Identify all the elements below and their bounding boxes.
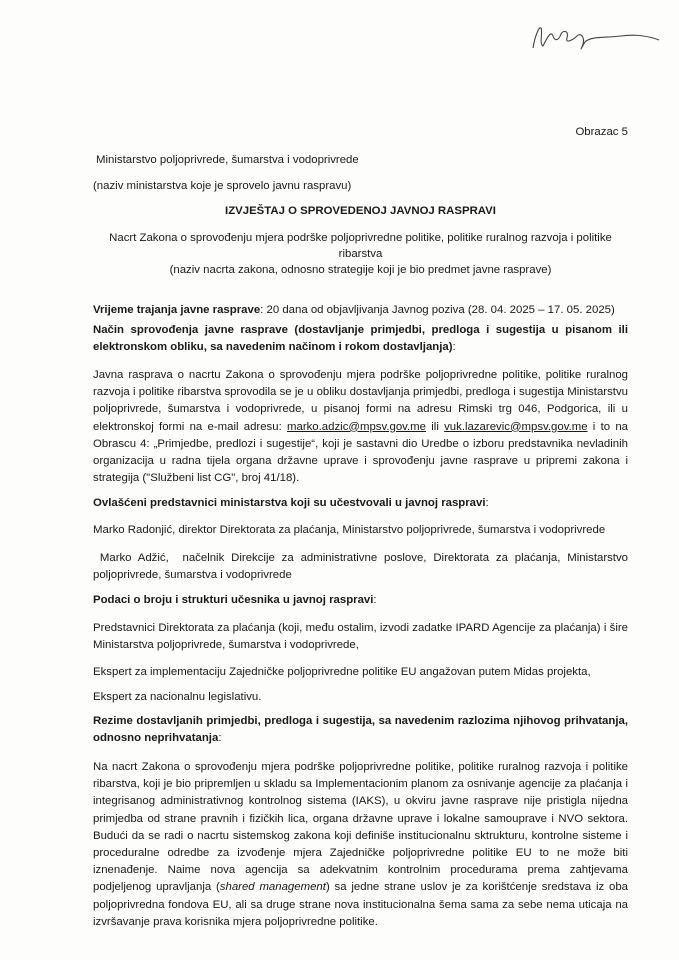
representative-item: Marko Adžić, načelnik Direkcije za administrativne poslove, Direktorata za plaćanja, Ministarstvo poljoprivrede, šumarstva i vodoprivrede <box>93 552 632 582</box>
method-text-1: Javna rasprava o nacrtu Zakona o sprovođenju mjera podrške poljoprivredne politike, politike ruralnog razvoja i politike ribarstva sprovodila se je u obliku dostavljanja primjedbi, predloga i sugestija Ministarstvu poljoprivrede, šumarstva i vodoprivrede, u pisanoj formi na adresu Rimski trg 046, Podgorica, ili u elektronskoj formi na e-mail adresu: <box>93 369 628 433</box>
draft-caption: (naziv nacrta zakona, odnosno strategije koji je bio predmet javne rasprave) <box>169 264 552 276</box>
summary-heading <box>93 713 628 747</box>
form-label: Obrazac 5 <box>575 126 628 138</box>
email-link-vuk[interactable]: vuk.lazarevic@mpsv.gov.me <box>444 420 588 433</box>
draft-name: Nacrt Zakona o sprovođenju mjera podrške poljoprivredne politike, politike ruralnog razvoja i politike ribarstva <box>109 232 612 260</box>
method-heading <box>93 322 628 356</box>
ministry-name: Ministarstvo poljoprivrede, šumarstva i vodoprivrede <box>96 154 359 166</box>
handwritten-signature <box>525 18 665 58</box>
page-title: IZVJEŠTAJ O SPROVEDENOJ JAVNOJ RASPRAVI <box>225 205 496 217</box>
participant-item: Predstavnici Direktorata za plaćanja (koji, među ostalim, izvodi zadatke IPARD Agencije za plaćanja) i šire Ministarstva poljoprivrede, šumarstva i vodoprivrede, <box>93 622 628 652</box>
method-text-3: i to na Obrascu 4: „Primjedbe, predlozi i sugestije“, koji je sastavni dio Uredbe o izboru predstavnika nevladinih organizacija u radna tijela organa državne uprave i sprovođenju javne rasprave u pripremi zakona i strategija ("Službeni list CG", broj 41/18). <box>93 420 629 485</box>
colon: : <box>452 341 456 354</box>
method-heading-text: Način sprovođenja javne rasprave (dostavljanje primjedbi, predloga i sugestija u pisanom ili elektronskom obliku, sa navedenim načinom i rokom dostavljanja) <box>93 324 628 354</box>
participant-item: Ekspert za nacionalnu legislativu. <box>93 691 262 703</box>
summary-heading-text: Rezime dostavljanih primjedbi, predloga i sugestija, sa navedenim razlozima njihovog prihvatanja, odnosno neprihvatanja <box>93 715 628 745</box>
summary-text-1: Na nacrt Zakona o sprovođenju mjera podrške poljoprivredne politike, politike ruralnog razvoja i politike ribarstva, koji je bio pripremljen u skladu sa Implementacionim planom za osnivanje agencije za plaćanja i integrisanog administrativnog kontrolnog sistema (IAKS), u okviru javne rasprave nije pristigla nijedna primjedba od strane pravnih i fizičkih lica, organa državne uprave i lokalne samouprave i NVO sektora. Budući da se radi o nacrtu sistemskog zakona koji definiše institucionalnu sktrukturu, kontrolne sisteme i proceduralne odredbe za izvođenje mjera Zajedničke poljoprivredne politike EU to ne može biti iznenađenje. Naime nova agencija sa adekvatnim kontrolnim procedurama prema zahtjevama podjeljenog upravljanja ( <box>93 761 628 894</box>
colon: : <box>485 497 489 509</box>
representative-item: Marko Radonjić, direktor Direktorata za plaćanja, Ministarstvo poljoprivrede, šumarstva i vodoprivrede <box>93 524 606 536</box>
duration-label: Vrijeme trajanja javne rasprave <box>93 304 261 316</box>
participant-item: Ekspert za implementaciju Zajedničke poljoprivredne politike EU angažovan putem Midas projekta, <box>93 666 591 678</box>
email-link-marko[interactable]: marko.adzic@mpsv.gov.me <box>287 420 427 433</box>
colon: : <box>218 732 222 745</box>
duration <box>93 302 628 319</box>
summary-text-italic: shared management <box>219 881 326 894</box>
summary-text-2: ) sa jedne strane uslov je za korištćenje sredstava iz oba poljoprivredna fondova EU, ali sa druge strane nova institucionalna šema sama za sebe nema uticaja na izvršavanje prava korisnika mjera poljoprivredne politike. <box>93 881 629 928</box>
summary-text <box>93 759 628 931</box>
method-text-2: ili <box>426 420 445 433</box>
participants-heading-text: Podaci o broju i strukturi učesnika u javnoj raspravi <box>93 594 374 606</box>
participants-heading <box>93 592 628 609</box>
representatives-heading-text: Ovlašćeni predstavnici ministarstva koji su učestvovali u javnoj raspravi <box>93 497 486 509</box>
duration-value: : 20 dana od objavljivanja Javnog poziva (28. 04. 2025 – 17. 05. 2025) <box>260 304 615 316</box>
ministry-caption: (naziv ministarstva koje je sprovelo javnu raspravu) <box>93 180 352 192</box>
colon: : <box>373 594 377 606</box>
representatives-heading <box>93 495 628 512</box>
method-text <box>93 367 628 487</box>
